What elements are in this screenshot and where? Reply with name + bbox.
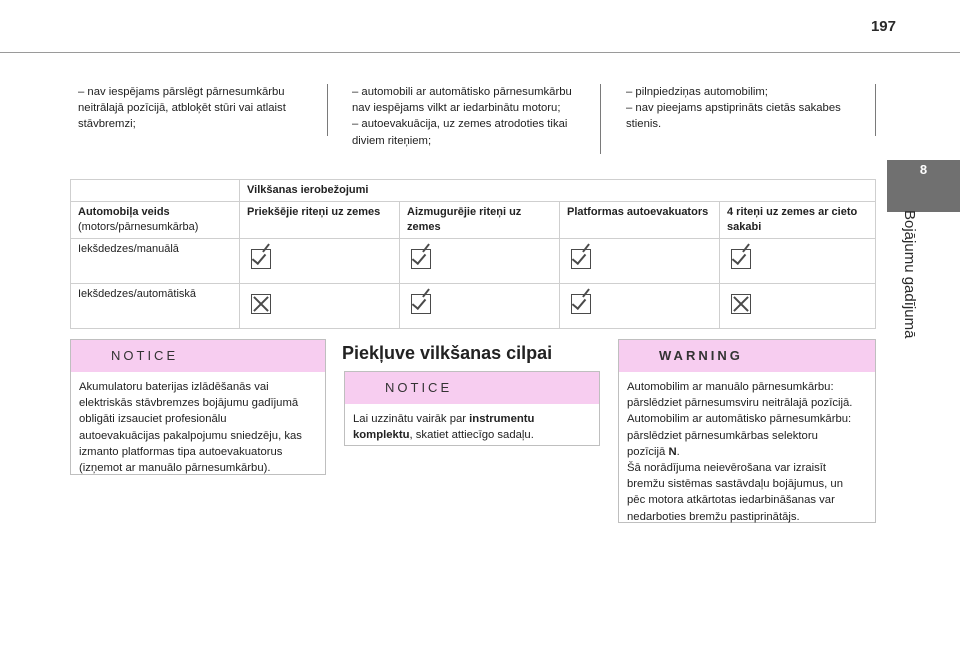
warning-box — [618, 339, 876, 523]
text-line: pēc motora atkārtotas iedarbināšanas var — [627, 494, 835, 507]
column-header: Priekšējie riteņi uz zemes — [240, 202, 400, 239]
text-line: – nav pieejams apstiprināts cietās sakabes — [626, 102, 841, 115]
check-icon — [731, 249, 751, 269]
table-row — [71, 239, 876, 284]
notice-header — [345, 372, 599, 404]
row-label: Iekšdedzes/manuālā — [71, 239, 240, 284]
text-line: stāvbremzi; — [78, 118, 136, 131]
text-run: , skatiet attiecīgo sadaļu. — [409, 429, 534, 442]
text-line: obligāti izsauciet profesionālu — [79, 413, 227, 426]
toolkit-link-text: komplektu — [353, 429, 410, 442]
column-header: Platformas autoevakuators — [560, 202, 720, 239]
text-line: diviem riteņiem; — [352, 134, 432, 147]
vehicle-type-label: Automobiļa veids — [78, 206, 170, 218]
cell — [400, 284, 560, 329]
text-run: pozīcijā — [627, 445, 669, 458]
check-icon — [411, 249, 431, 269]
section-heading: Piekļuve vilkšanas cilpai — [342, 343, 553, 363]
notice-box-battery — [70, 339, 326, 475]
text-line: – autoevakuācija, uz zemes atrodoties tikai — [352, 118, 568, 131]
intro-column-1 — [78, 84, 328, 136]
column-divider — [327, 84, 328, 136]
warning-header — [619, 340, 875, 372]
gear-position-text: N — [668, 445, 677, 458]
top-rule — [0, 52, 960, 53]
text-line: nedarboties bremžu pastiprinātājs. — [627, 510, 800, 523]
vehicle-type-sublabel: (motors/pārnesumkārba) — [78, 221, 199, 233]
cell — [720, 284, 876, 329]
text-line: – automobili ar automātisko pārnesumkārbu — [352, 86, 572, 98]
text-line — [353, 411, 591, 427]
check-icon — [571, 294, 591, 314]
toolkit-link-text: instrumentu — [469, 413, 535, 425]
text-line: pārslēdziet pārnesumkārbas selektoru — [627, 429, 818, 442]
notice-body — [345, 404, 599, 451]
text-run: Lai uzzinātu vairāk par — [353, 413, 470, 425]
text-line: pārslēdziet pārnesumsviru neitrālajā pozīcijā. — [627, 397, 853, 410]
text-line: – pilnpiedziņas automobilim; — [626, 86, 768, 98]
text-line: elektriskās stāvbremzes bojājumu gadījumā — [79, 397, 299, 410]
notice-header — [71, 340, 325, 372]
table-caption: Vilkšanas ierobežojumi — [240, 180, 876, 202]
column-header: Aizmugurējie riteņi uz zemes — [400, 202, 560, 239]
text-line: Automobilim ar automātisko pārnesumkārbu: — [627, 413, 852, 426]
notice-title: NOTICE — [385, 380, 453, 395]
intro-column-3 — [626, 84, 876, 136]
column-divider — [875, 84, 876, 136]
text-line: nav iespējams vilkt ar iedarbinātu motoru; — [352, 102, 561, 115]
page-number: 197 — [870, 18, 896, 35]
intro-column-2 — [352, 84, 601, 154]
notice-title: NOTICE — [111, 348, 179, 363]
check-icon — [251, 249, 271, 269]
table-row — [71, 284, 876, 329]
notice-body — [71, 372, 325, 484]
towing-limits-table — [70, 179, 876, 329]
text-line: Akumulatoru baterijas izlādēšanās vai — [79, 381, 269, 393]
chapter-title — [898, 210, 918, 350]
cell — [240, 239, 400, 284]
column-divider — [600, 84, 601, 154]
notice-box-toolkit — [344, 371, 600, 446]
cell — [560, 284, 720, 329]
cell — [720, 239, 876, 284]
warning-title: WARNING — [659, 348, 743, 363]
text-run: . — [676, 445, 680, 458]
row-label: Iekšdedzes/automātiskā — [71, 284, 240, 329]
text-line: bremžu sistēmas sastāvdaļu bojājumus, un — [627, 478, 843, 491]
text-line: – nav iespējams pārslēgt pārnesumkārbu — [78, 86, 285, 98]
chapter-title-text: Bojājumu gadījumā — [901, 210, 918, 339]
chapter-tab-number: 8 — [919, 162, 928, 177]
text-line: stienis. — [626, 118, 662, 131]
cell — [400, 239, 560, 284]
text-line: neitrālajā pozīcijā, atbloķēt stūri vai atlaist — [78, 102, 286, 115]
table-header-row — [71, 202, 876, 239]
text-line: Automobilim ar manuālo pārnesumkārbu: — [627, 381, 834, 393]
text-line — [353, 427, 591, 443]
cross-icon — [731, 294, 751, 314]
column-header: 4 riteņi uz zemes ar cieto sakabi — [720, 202, 876, 239]
text-line: autoevakuācijas pakalpojumu sniedzēju, kas — [79, 429, 302, 442]
cell — [240, 284, 400, 329]
text-line: izmanto platformas tipa autoevakuatorus — [79, 445, 283, 458]
warning-body — [619, 372, 875, 533]
table-corner-cell — [71, 180, 240, 202]
text-line: (izņemot ar manuālo pārnesumkārbu). — [79, 462, 271, 475]
cross-icon — [251, 294, 271, 314]
vehicle-type-header — [71, 202, 240, 239]
text-line — [627, 444, 867, 460]
check-icon — [411, 294, 431, 314]
text-line: Šā norādījuma neievērošana var izraisīt — [627, 462, 827, 475]
cell — [560, 239, 720, 284]
check-icon — [571, 249, 591, 269]
